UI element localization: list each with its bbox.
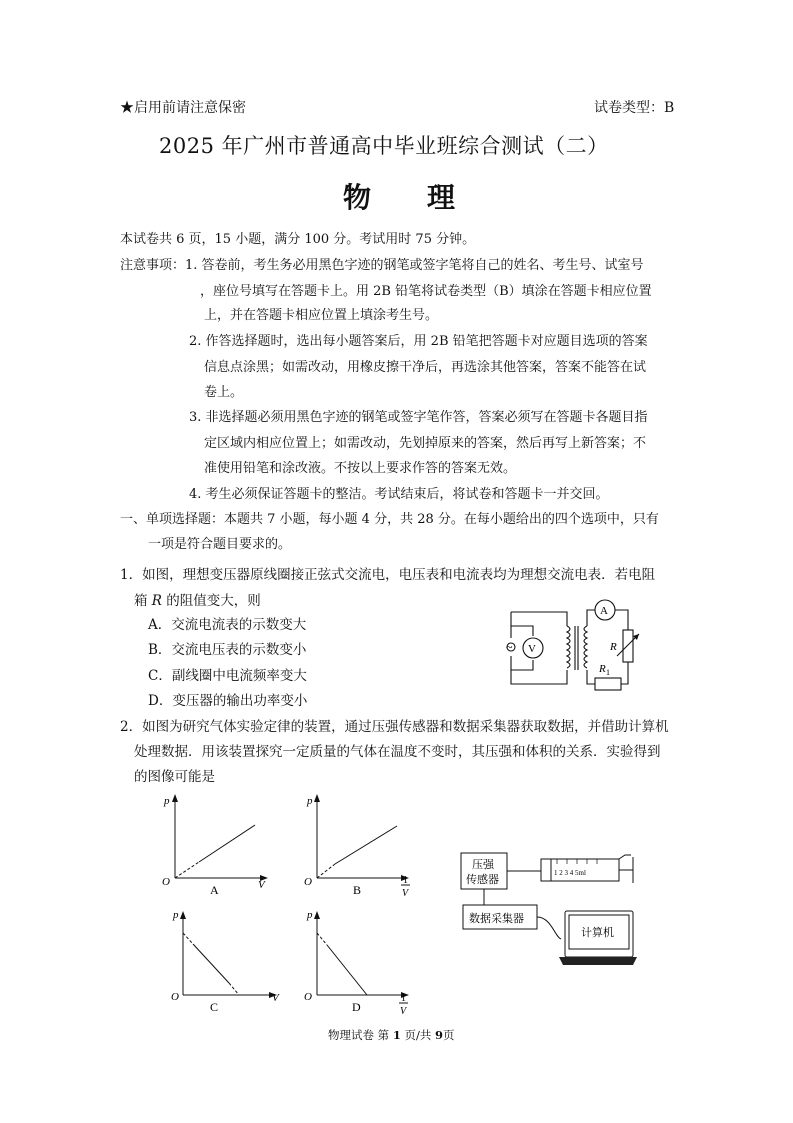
graph-c-line — [193, 944, 229, 983]
graph-c-caption: C — [210, 1000, 219, 1014]
graph-a-x-label: V — [258, 879, 265, 891]
page-footer: 物理试卷 第 1 页/共 9页 — [328, 1028, 455, 1042]
exam-title: 2025 年广州市普通高中毕业班综合测试（二） — [159, 134, 609, 158]
resistor-box-r — [623, 630, 633, 662]
collector-label: 数据采集器 — [469, 913, 524, 925]
primary-coil — [567, 626, 570, 668]
syringe-scale: 1 2 3 4 5ml — [554, 869, 586, 877]
confidential-note: ★启用前请注意保密 — [120, 100, 246, 116]
note-3-line-2: 定区域内相应位置上；如需改动，先划掉原来的答案，然后再写上新答案；不 — [204, 436, 647, 451]
q2-stem-line-3: 的图像可能是 — [134, 769, 215, 785]
note-1-line-3: 上，并在答题卡相应位置上填涂考生号。 — [204, 308, 439, 323]
q1-option-a: A．交流电流表的示数变大 — [148, 617, 307, 633]
resistor-r1 — [595, 678, 621, 690]
note-3-line-1: 3. 非选择题必须用黑色字迹的钢笔或签字笔作答，答案必须写在答题卡各题目指 — [189, 410, 648, 425]
graph-a-extrapolation — [175, 862, 199, 878]
graph-b-x-denominator: V — [402, 888, 409, 899]
graph-d-extrapolation-top — [317, 933, 327, 945]
intro-text: 本试卷共 6 页，15 小题，满分 100 分。考试用时 75 分钟。 — [120, 232, 476, 247]
note-1-line-2: ，座位号填写在答题卡上。用 2B 铅笔将试卷类型（B）填涂在答题卡相应位置 — [200, 284, 652, 299]
graph-c-extrapolation-bottom — [229, 983, 239, 995]
graph-a — [152, 788, 277, 898]
graph-d-caption: D — [352, 1000, 361, 1014]
ammeter-label: A — [600, 605, 608, 617]
sensor-label-line-1: 压强 — [472, 859, 494, 871]
secondary-coil — [584, 626, 587, 668]
sensor-label-line-2: 传感器 — [466, 874, 499, 886]
graph-c-y-label: p — [173, 909, 179, 921]
note-1-line-1: 1. 答卷前，考生务必用黑色字迹的钢笔或签字笔将自己的姓名、考生号、试室号 — [185, 258, 644, 273]
q2-stem-line-1: 2．如图为研究气体实验定律的装置，通过压强传感器和数据采集器获取数据，并借助计算机 — [120, 719, 669, 735]
collector-to-computer-cable — [537, 917, 561, 939]
section-1-heading-2: 一项是符合题目要求的。 — [148, 537, 292, 552]
graph-c-origin: O — [171, 991, 179, 1003]
note-2-line-3: 卷上。 — [204, 385, 244, 400]
voltmeter-label: V — [528, 643, 536, 655]
graph-b-caption: B — [353, 883, 362, 897]
graph-d — [295, 903, 425, 1018]
graph-d-origin: O — [304, 991, 312, 1003]
resistor-box-label: R — [610, 641, 617, 653]
graph-a-origin: O — [162, 876, 170, 888]
notes-label: 注意事项： — [120, 258, 186, 273]
graph-d-x-numerator: 1 — [401, 993, 406, 1004]
note-4-line-1: 4. 考生必须保证答题卡的整洁。考试结束后，将试卷和答题卡一并交回。 — [189, 487, 609, 502]
graph-c-extrapolation-top — [183, 933, 193, 944]
graph-b — [295, 788, 425, 903]
note-3-line-3: 准使用铅笔和涂改液。不按以上要求作答的答案无效。 — [204, 461, 517, 476]
q1-stem-line-1: 1．如图，理想变压器原线圈接正弦式交流电，电压表和电流表均为理想交流电表．若电阻 — [120, 567, 656, 583]
computer-label: 计算机 — [581, 927, 614, 939]
transformer-circuit-diagram — [495, 598, 645, 698]
experiment-apparatus — [455, 845, 655, 975]
graph-d-x-denominator: V — [400, 1006, 407, 1017]
graph-d-line — [327, 945, 367, 995]
resistor-subscript: 1 — [606, 668, 610, 677]
graph-b-line — [335, 826, 397, 864]
subject-title: 物 理 — [343, 181, 456, 214]
note-2-line-2: 信息点涂黑；如需改动，用橡皮擦干净后，再选涂其他答案，答案不能答在试 — [204, 360, 647, 375]
q1-option-c: C．副线圈中电流频率变大 — [148, 668, 307, 684]
q1-option-b: B．交流电压表的示数变小 — [148, 642, 307, 658]
q2-stem-line-2: 处理数据．用该装置探究一定质量的气体在温度不变时，其压强和体积的关系．实验得到 — [134, 744, 661, 760]
computer-keyboard — [559, 957, 637, 965]
section-1-heading: 一、单项选择题：本题共 7 小题，每小题 4 分，共 28 分。在每小题给出的四个选项中，只有 — [120, 512, 659, 527]
graph-b-y-label: p — [307, 795, 313, 807]
q1-option-d: D．变压器的输出功率变小 — [148, 693, 308, 709]
graph-c — [163, 903, 288, 1018]
note-2-line-1: 2. 作答选择题时，选出每小题答案后，用 2B 铅笔把答题卡对应题目选项的答案 — [189, 334, 648, 349]
graph-d-y-label: p — [307, 909, 313, 921]
resistor-label: R — [599, 663, 606, 675]
graph-b-origin: O — [304, 876, 312, 888]
q1-stem-line-2: 箱 R 的阻值变大，则 — [134, 593, 261, 609]
paper-type: 试卷类型：B — [594, 100, 675, 116]
graph-a-caption: A — [210, 883, 219, 897]
ac-source-symbol: ~ — [506, 640, 513, 654]
graph-a-y-label: p — [164, 795, 170, 807]
graph-b-extrapolation — [317, 864, 335, 878]
graph-b-x-numerator: 1 — [403, 875, 408, 886]
graph-c-x-label: V — [272, 992, 279, 1004]
graph-a-line — [199, 825, 255, 862]
